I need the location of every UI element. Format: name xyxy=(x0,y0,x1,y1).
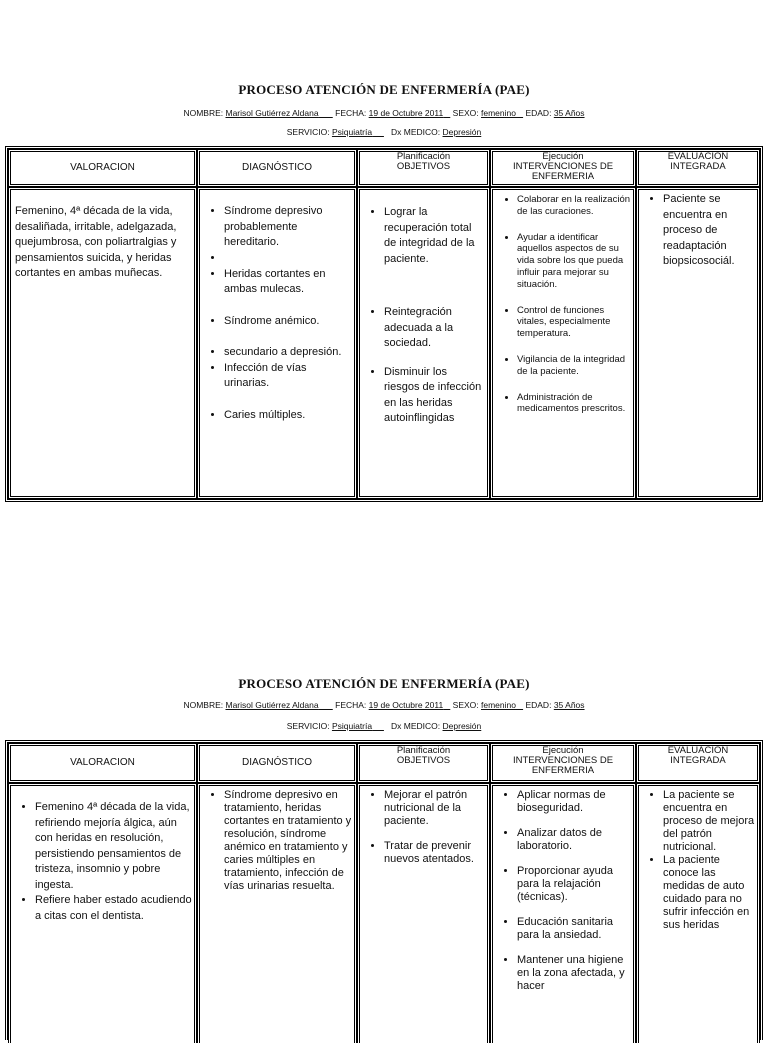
list-item: • Mantener una higiene en la zona afectada, y hacer xyxy=(517,954,631,993)
list-item: • Ayudar a identificar aquellos aspectos de su vida sobre los que pueda influir para mejorar su situación. xyxy=(517,232,631,291)
sexo-label: SEXO: xyxy=(452,108,479,118)
cell-diagnostico xyxy=(197,187,357,499)
list-item: • Síndrome depresivo en tratamiento, heridas cortantes en tratamiento y resolución, síndrome anémico en tratamiento y caries múltiples en tratamiento, infección de vías urinarias resuelta. xyxy=(224,789,352,893)
cell-evaluacion xyxy=(636,783,760,1043)
fecha-label: FECHA: xyxy=(335,700,367,710)
diagnostico-list xyxy=(200,204,352,423)
dx-label: Dx MEDICO: xyxy=(391,127,441,137)
list-item: • Administración de medicamentos prescritos. xyxy=(517,392,631,416)
valoracion-text: Femenino, 4ª década de la vida, desaliñada, irritable, adelgazada, quejumbrosa, con poliartralgias y pensamientos suicida, y heridas cortantes en ambas muñecas. xyxy=(15,205,177,279)
list-item: • secundario a depresión. xyxy=(224,345,352,361)
list-item: • La paciente se encuentra en proceso de mejora del patrón nutricional. xyxy=(663,789,755,854)
list-item: • Aplicar normas de bioseguridad. xyxy=(517,789,631,815)
nombre-value: Marisol Gutiérrez Aldana xyxy=(225,700,319,710)
sexo-label: SEXO: xyxy=(452,700,479,710)
servicio-label: SERVICIO: xyxy=(286,721,330,731)
nombre-label: NOMBRE: xyxy=(183,700,224,710)
dx-value: Depresión xyxy=(442,127,482,137)
diagnostico-list xyxy=(200,789,352,893)
objetivos-list xyxy=(360,789,485,866)
list-item: • Analizar datos de laboratorio. xyxy=(517,827,631,853)
fecha-value: 19 de Octubre 2011 xyxy=(368,700,444,710)
list-item xyxy=(224,251,352,267)
servicio-value: Psiquiatría xyxy=(331,721,373,731)
edad-label: EDAD: xyxy=(525,108,552,118)
cell-valoracion xyxy=(8,187,197,499)
cell-objetivos xyxy=(357,187,490,499)
patient-info-line xyxy=(0,700,768,710)
header-ejecucion: Ejecución INTERVENCIONES DE ENFERMERIA xyxy=(490,743,636,783)
list-item: • Síndrome anémico. xyxy=(224,314,352,330)
nombre-label: NOMBRE: xyxy=(183,108,224,118)
list-item: • Femenino 4ª década de la vida, refiriendo mejoría álgica, aún con heridas en resolución, persistiendo pensamientos de tristeza, insomnio y pobre ingesta. xyxy=(35,800,192,893)
list-item: • Proporcionar ayuda para la relajación (técnicas). xyxy=(517,865,631,904)
sexo-value: femenino xyxy=(481,700,516,710)
cell-intervenciones xyxy=(490,783,636,1043)
list-item: • Lograr la recuperación total de integridad de la paciente. xyxy=(384,205,485,267)
objetivos-list xyxy=(360,205,485,427)
valoracion-list xyxy=(11,800,192,924)
fecha-value: 19 de Octubre 2011 xyxy=(368,108,444,118)
evaluacion-list xyxy=(639,192,755,270)
list-item: • Caries múltiples. xyxy=(224,408,352,424)
header-planificacion: Planificación OBJETIVOS xyxy=(357,149,490,187)
list-item: • Mejorar el patrón nutricional de la paciente. xyxy=(384,789,485,828)
header-ejecucion: Ejecución INTERVENCIONES DE ENFERMERIA xyxy=(490,149,636,187)
header-diagnostico: DIAGNÓSTICO xyxy=(197,149,357,187)
servicio-value: Psiquiatría xyxy=(331,127,373,137)
header-diagnostico: DIAGNÓSTICO xyxy=(197,743,357,783)
list-item: • Control de funciones vitales, especialmente temperatura. xyxy=(517,305,631,340)
header-valoracion: VALORACION xyxy=(8,743,197,783)
list-item: • Infección de vías urinarias. xyxy=(224,361,352,392)
list-item: • Vigilancia de la integridad de la paciente. xyxy=(517,354,631,378)
cell-objetivos xyxy=(357,783,490,1043)
list-item: • Tratar de prevenir nuevos atentados. xyxy=(384,840,485,866)
list-item: • Síndrome depresivo probablemente hereditario. xyxy=(224,204,352,251)
pae-table xyxy=(5,740,763,1040)
header-planificacion: Planificación OBJETIVOS xyxy=(357,743,490,783)
header-valoracion: VALORACION xyxy=(8,149,197,187)
cell-diagnostico xyxy=(197,783,357,1043)
patient-info-line xyxy=(0,108,768,118)
list-item: • Heridas cortantes en ambas mulecas. xyxy=(224,267,352,298)
servicio-label: SERVICIO: xyxy=(286,127,330,137)
cell-evaluacion xyxy=(636,187,760,499)
header-evaluacion: EVALUACION INTEGRADA xyxy=(636,149,760,187)
pae-table xyxy=(5,146,763,502)
service-info-line xyxy=(0,721,768,731)
intervenciones-list xyxy=(493,789,631,993)
dx-value: Depresión xyxy=(442,721,482,731)
nombre-value: Marisol Gutiérrez Aldana xyxy=(225,108,319,118)
intervenciones-list xyxy=(493,194,631,415)
cell-intervenciones xyxy=(490,187,636,499)
list-item: • Disminuir los riesgos de infección en las heridas autoinflingidas xyxy=(384,365,485,427)
page-title: PROCESO ATENCIÓN DE ENFERMERÍA (PAE) xyxy=(238,82,530,97)
list-item: • La paciente conoce las medidas de auto cuidado para no sufrir infección en sus heridas xyxy=(663,854,755,932)
list-item: • Educación sanitaria para la ansiedad. xyxy=(517,916,631,942)
service-info-line xyxy=(0,127,768,137)
evaluacion-list xyxy=(639,789,755,932)
list-item: • Reintegración adecuada a la sociedad. xyxy=(384,305,485,352)
edad-value: 35 Años xyxy=(553,700,585,710)
list-item: • Colaborar en la realización de las curaciones. xyxy=(517,194,631,218)
cell-valoracion xyxy=(8,783,197,1043)
header-evaluacion: EVALUACION INTEGRADA xyxy=(636,743,760,783)
edad-value: 35 Años xyxy=(553,108,585,118)
page-title: PROCESO ATENCIÓN DE ENFERMERÍA (PAE) xyxy=(238,676,530,691)
list-item: • Paciente se encuentra en proceso de readaptación biopsicosociál. xyxy=(663,192,755,270)
fecha-label: FECHA: xyxy=(335,108,367,118)
edad-label: EDAD: xyxy=(525,700,552,710)
sexo-value: femenino xyxy=(481,108,516,118)
list-item: • Refiere haber estado acudiendo a citas con el dentista. xyxy=(35,893,192,924)
dx-label: Dx MEDICO: xyxy=(391,721,441,731)
